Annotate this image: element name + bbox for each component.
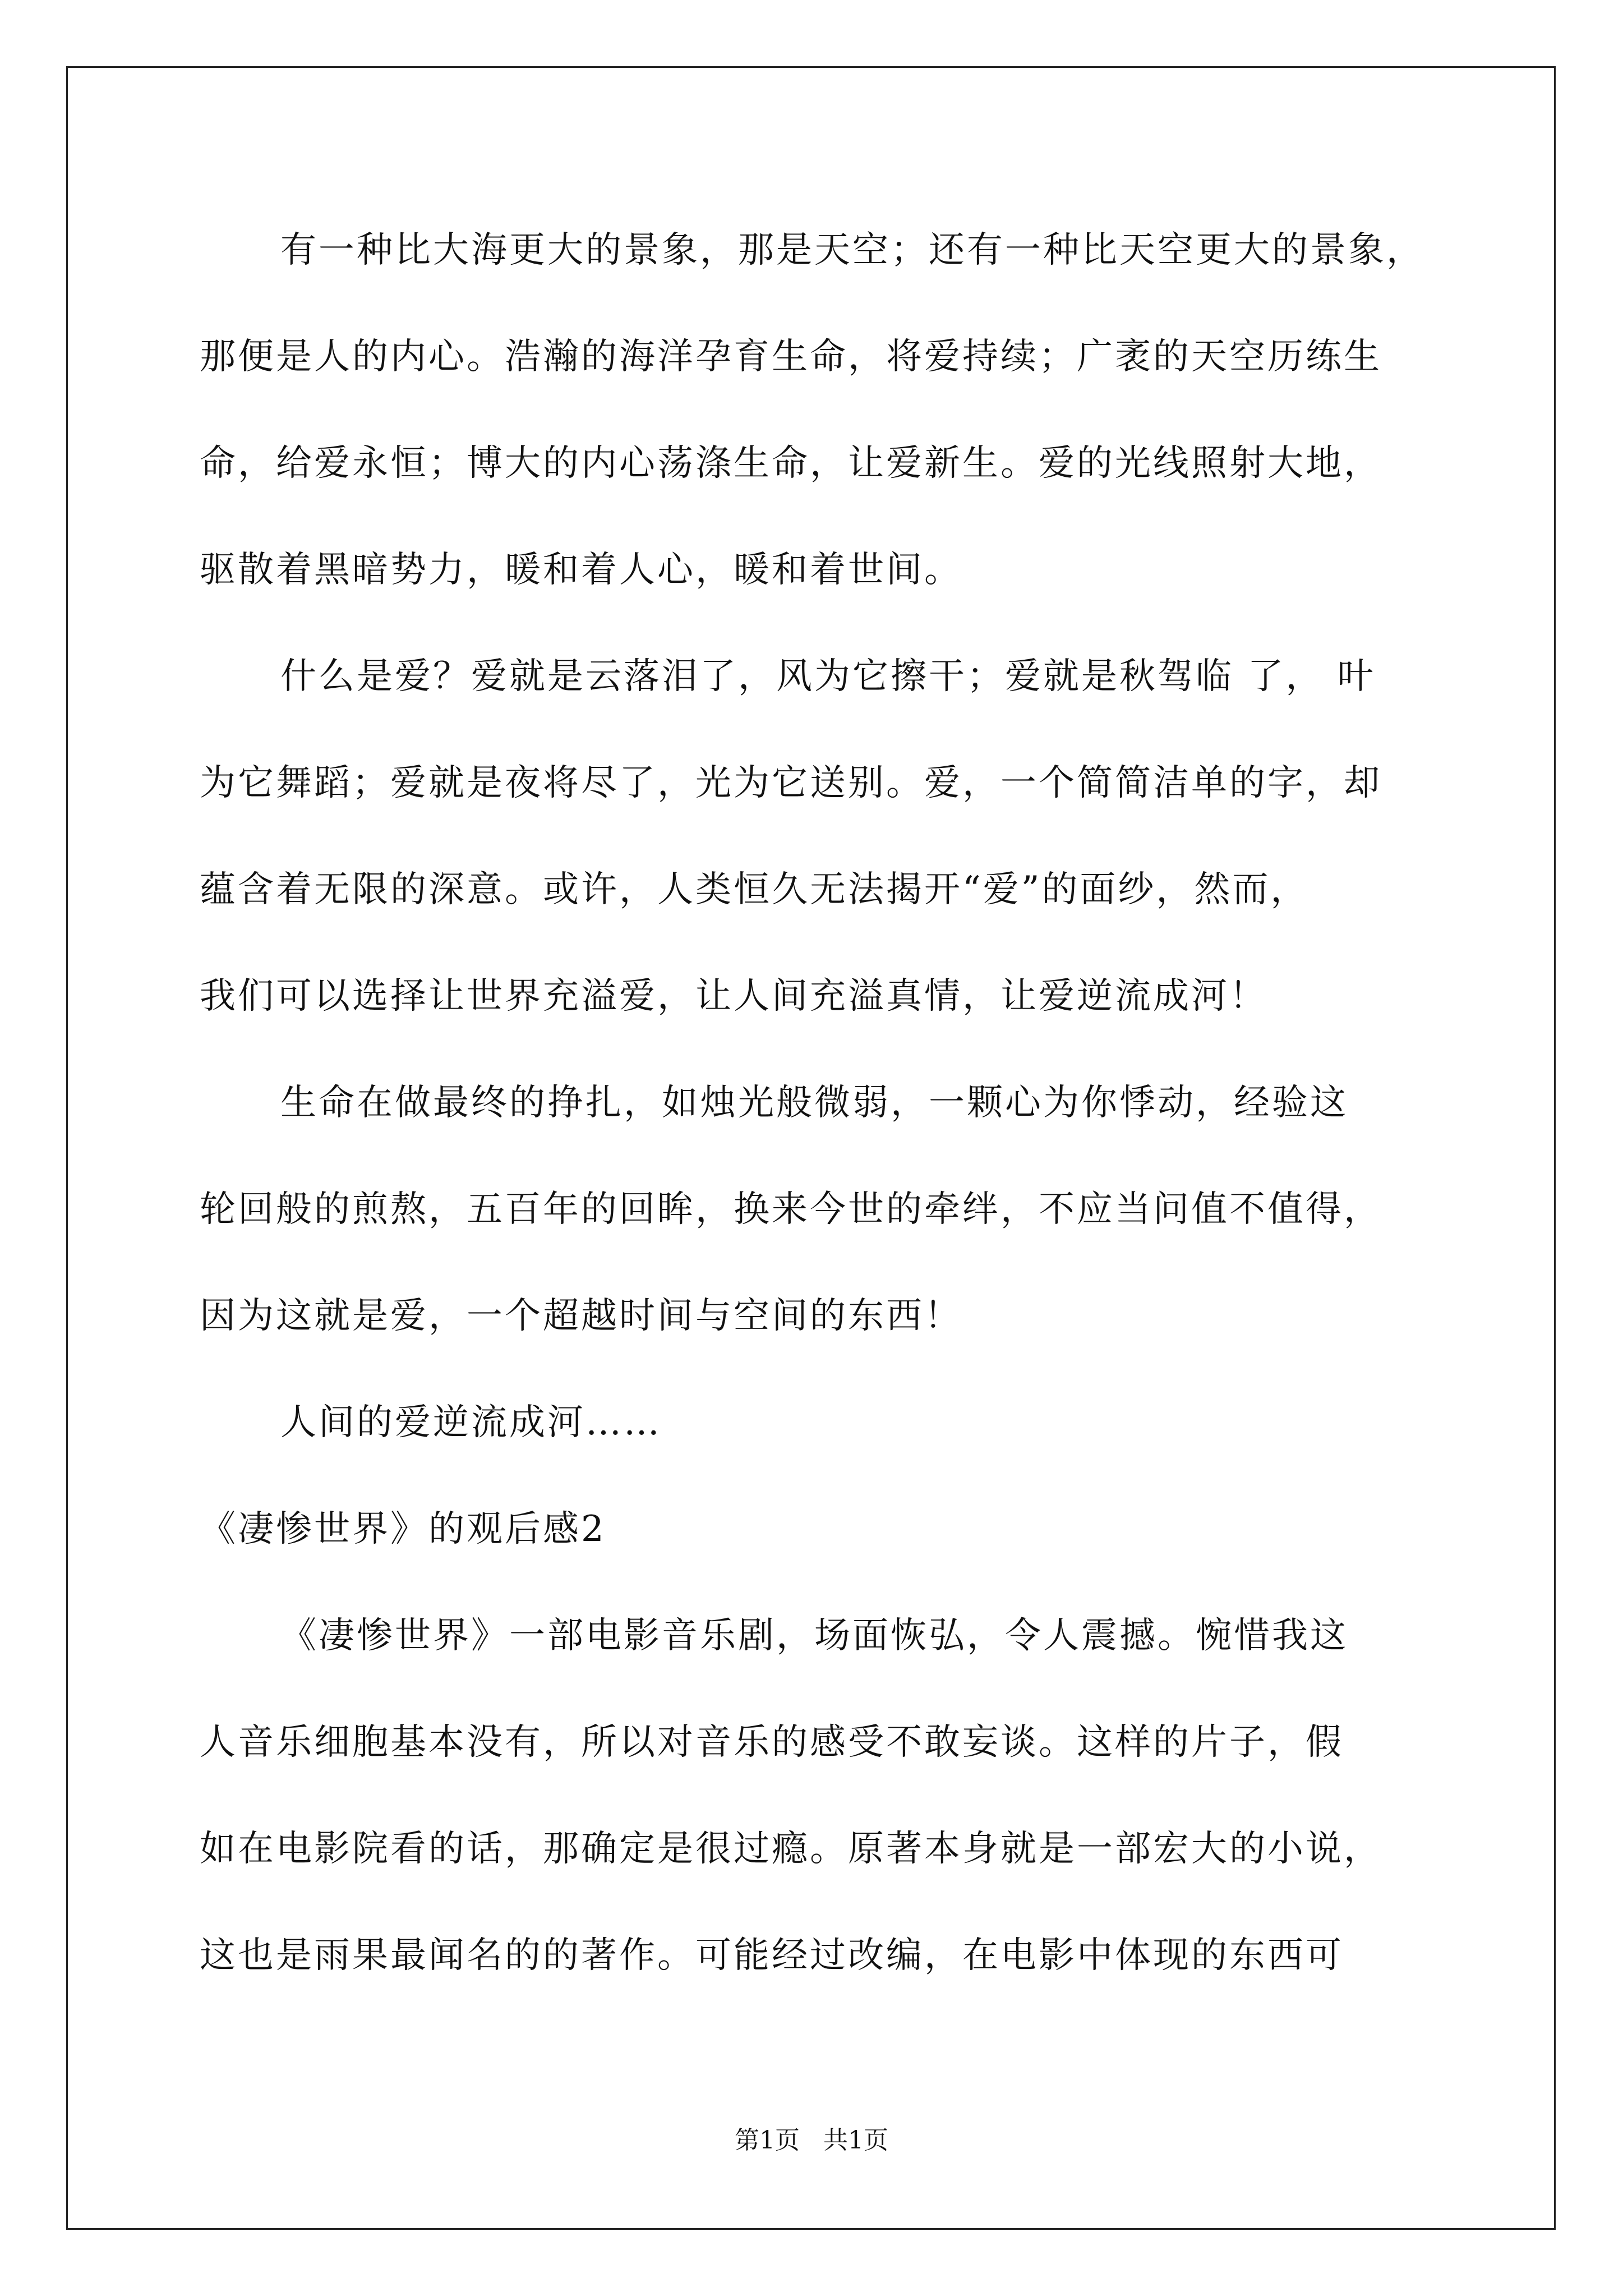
paragraph-2-line-3: 蕴含着无限的深意。或许，人类恒久无法揭开“爱”的面纱，然而， xyxy=(200,869,1309,910)
paragraph-2-line-4: 我们可以选择让世界充溢爱，让人间充溢真情，让爱逆流成河！ xyxy=(200,976,1267,1017)
paragraph-2-line-2: 为它舞蹈；爱就是夜将尽了，光为它送别。爱，一个简简洁单的字，却 xyxy=(200,762,1382,804)
paragraph-5-line-3: 如在电影院看的话，那确定是很过瘾。原著本身就是一部宏大的小说， xyxy=(200,1828,1382,1870)
paragraph-1-line-4: 驱散着黑暗势力，暖和着人心，暖和着世间。 xyxy=(200,549,962,591)
paragraph-4-line-1: 人间的爱逆流成河…… xyxy=(280,1402,662,1443)
paragraph-1-line-1: 有一种比大海更大的景象，那是天空；还有一种比天空更大的景象， xyxy=(280,229,1424,271)
paragraph-5-line-1: 《凄惨世界》一部电影音乐剧，场面恢弘，令人震撼。惋惜我这 xyxy=(280,1615,1348,1657)
section-title: 《凄惨世界》的观后感2 xyxy=(200,1508,606,1550)
paragraph-3-line-1: 生命在做最终的挣扎，如烛光般微弱，一颗心为你悸动，经验这 xyxy=(280,1082,1348,1124)
paragraph-2-line-1: 什么是爱？爱就是云落泪了，风为它擦干；爱就是秋驾临 了， 叶 xyxy=(280,656,1376,697)
paragraph-1-line-2: 那便是人的内心。浩瀚的海洋孕育生命，将爱持续；广袤的天空历练生 xyxy=(200,336,1382,378)
paragraph-5-line-4: 这也是雨果最闻名的的著作。可能经过改编，在电影中体现的东西可 xyxy=(200,1935,1344,1976)
paragraph-3-line-2: 轮回般的煎熬，五百年的回眸，换来今世的牵绊，不应当问值不值得， xyxy=(200,1189,1382,1230)
paragraph-3-line-3: 因为这就是爱，一个超越时间与空间的东西！ xyxy=(200,1295,962,1337)
page-border xyxy=(66,66,1556,2230)
page-number-footer: 第1页 共1页 xyxy=(735,2126,888,2155)
paragraph-1-line-3: 命，给爱永恒；博大的内心荡涤生命，让爱新生。爱的光线照射大地， xyxy=(200,443,1382,484)
paragraph-5-line-2: 人音乐细胞基本没有，所以对音乐的感受不敢妄谈。这样的片子，假 xyxy=(200,1722,1344,1763)
